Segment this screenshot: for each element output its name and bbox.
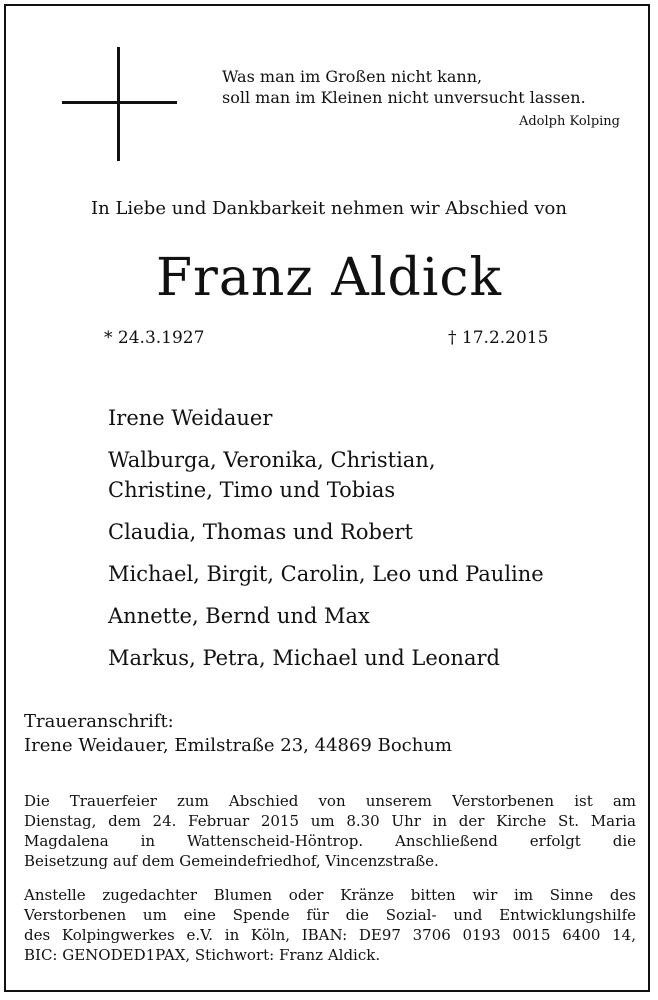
- family-line: Irene Weidauer: [108, 406, 273, 430]
- paragraph-line: Magdalena in Wattenscheid-Höntrop. Anschließend erfolgt die: [24, 832, 636, 850]
- birth-date: * 24.3.1927: [104, 328, 205, 348]
- family-group: [108, 559, 628, 589]
- family-group: [108, 601, 628, 631]
- family-line: Markus, Petra, Michael und Leonard: [108, 646, 500, 670]
- family-line: Michael, Birgit, Carolin, Leo und Pauline: [108, 562, 544, 586]
- family-group: [108, 517, 628, 547]
- donation-paragraph: [24, 885, 636, 965]
- paragraph-line: Die Trauerfeier zum Abschied von unserem Verstorbenen ist am: [24, 792, 636, 810]
- address-value: Irene Weidauer, Emilstraße 23, 44869 Bochum: [24, 735, 453, 756]
- paragraph-line: Verstorbenen um eine Spende für die Sozial- und Entwicklungshilfe: [24, 906, 636, 924]
- paragraph-line: des Kolpingwerkes e.V. in Köln, IBAN: DE97 3706 0193 0015 6400 14,: [24, 926, 636, 944]
- family-line: Annette, Bernd und Max: [108, 604, 370, 628]
- intro-text: In Liebe und Dankbarkeit nehmen wir Abschied von: [91, 198, 567, 219]
- family-line: Walburga, Veronika, Christian,: [108, 448, 436, 472]
- quote-author: Adolph Kolping: [518, 114, 620, 129]
- quote-line-2: soll man im Kleinen nicht unversucht lassen.: [222, 88, 586, 107]
- funeral-paragraph: [24, 791, 636, 871]
- family-line: Christine, Timo und Tobias: [108, 478, 396, 502]
- family-line: Claudia, Thomas und Robert: [108, 520, 413, 544]
- death-date: † 17.2.2015: [448, 328, 549, 348]
- quote-block: [222, 66, 620, 132]
- family-group: [108, 445, 628, 505]
- paragraph-line: Beisetzung auf dem Gemeindefriedhof, Vincenzstraße.: [24, 852, 439, 870]
- family-group: [108, 643, 628, 673]
- paragraph-line: Dienstag, dem 24. Februar 2015 um 8.30 Uhr in der Kirche St. Maria: [24, 812, 636, 830]
- cross-icon-bar: [62, 101, 177, 104]
- deceased-name: Franz Aldick: [155, 248, 503, 308]
- family-group: [108, 403, 628, 433]
- address-label: Traueranschrift:: [24, 711, 174, 732]
- quote-line-1: Was man im Großen nicht kann,: [222, 67, 483, 86]
- paragraph-line: BIC: GENODED1PAX, Stichwort: Franz Aldick.: [24, 946, 381, 964]
- cross-icon: [117, 47, 120, 161]
- mourning-address: [24, 710, 634, 758]
- family-list: [108, 403, 628, 685]
- paragraph-line: Anstelle zugedachter Blumen oder Kränze bitten wir im Sinne des: [24, 886, 636, 904]
